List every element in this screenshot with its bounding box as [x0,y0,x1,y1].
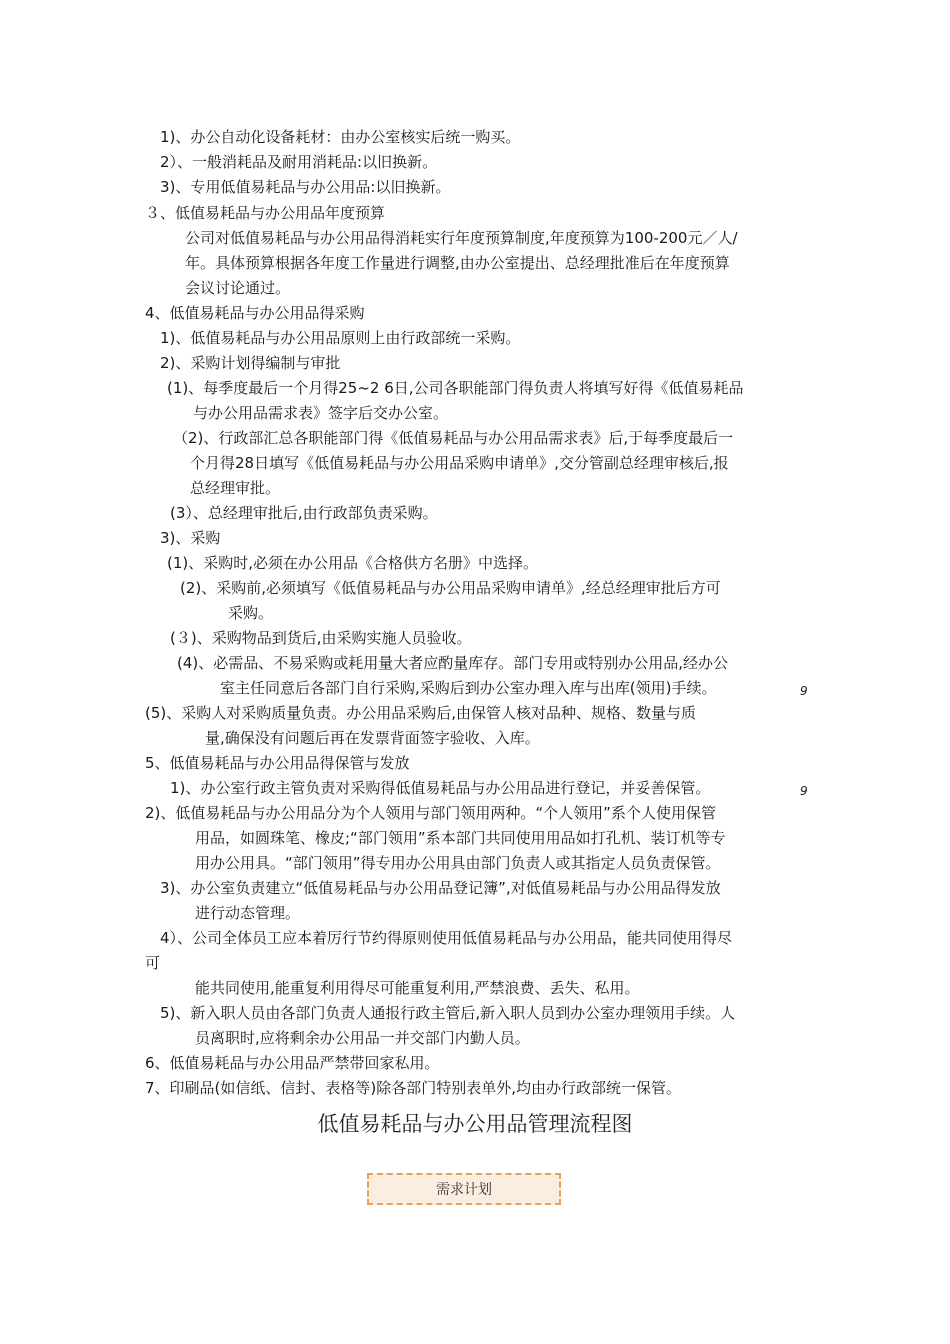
text-line: (5)、采购人对采购质量负责。办公用品采购后,由保管人核对品种、规格、数量与质 [145,704,697,722]
flowchart-title: 低值易耗品与办公用品管理流程图 [317,1112,633,1136]
text-line: 2)、低值易耗品与办公用品分为个人领用与部门领用两种。“个人领用”系个人使用保管 [145,804,716,822]
text-line: 进行动态管理。 [195,904,301,922]
text-line: 用办公用具。“部门领用”得专用办公用具由部门负责人或其指定人员负责保管。 [195,854,721,872]
text-line: (1)、每季度最后一个月得25~2 6日,公司各职能部门得负责人将填写好得《低值易耗品 [167,379,744,397]
section-heading: 6、低值易耗品与办公用品严禁带回家私用。 [145,1054,440,1072]
text-line: 2)、采购计划得编制与审批 [160,354,341,372]
text-line: （2)、行政部汇总各职能部门得《低值易耗品与办公用品需求表》后,于每季度最后一 [173,429,734,447]
text-line: 总经理审批。 [190,479,281,497]
text-line: 能共同使用,能重复利用得尽可能重复利用,严禁浪费、丢失、私用。 [195,979,640,997]
text-line: (4)、必需品、不易采购或耗用量大者应酌量库存。部门专用或特别办公用品,经办公 [177,654,729,672]
text-line: 2）、一般消耗品及耐用消耗品:以旧换新。 [160,153,438,171]
text-line: 年。具体预算根据各年度工作量进行调整,由办公室提出、总经理批准后在年度预算 [185,254,730,272]
text-line: 1)、办公自动化设备耗材：由办公室核实后统一购买。 [160,128,521,146]
margin-mark: 9 [800,684,808,698]
text-line: 可 [145,954,161,972]
text-line: 与办公用品需求表》签字后交办公室。 [193,404,449,422]
margin-mark: 9 [800,784,808,798]
text-line: 5)、新入职人员由各部门负责人通报行政主管后,新入职人员到办公室办理领用手续。人 [160,1004,736,1022]
text-line: 采购。 [228,604,274,622]
text-line: 公司对低值易耗品与办公用品得消耗实行年度预算制度,年度预算为100-200元／人/ [185,229,738,247]
section-heading: 4、低值易耗品与办公用品得采购 [145,304,365,322]
text-line: 1)、办公室行政主管负责对采购得低值易耗品与办公用品进行登记，并妥善保管。 [170,779,711,797]
text-line: 员离职时,应将剩余办公用品一并交部门内勤人员。 [195,1029,530,1047]
section-heading: ３、低值易耗品与办公用品年度预算 [145,204,386,222]
flowchart-node-demand-plan [367,1173,561,1205]
text-line: (3）、总经理审批后,由行政部负责采购。 [170,504,438,522]
text-line: 量,确保没有问题后再在发票背面签字验收、入库。 [205,729,540,747]
text-line: 4）、公司全体员工应本着厉行节约得原则使用低值易耗品与办公用品，能共同使用得尽 [160,929,733,947]
flowchart-node-label: 需求计划 [436,1182,492,1198]
text-line: (2)、采购前,必须填写《低值易耗品与办公用品采购申请单》,经总经理审批后方可 [180,579,721,597]
text-line: 1)、低值易耗品与办公用品原则上由行政部统一采购。 [160,329,521,347]
text-line: 3)、办公室负责建立“低值易耗品与办公用品登记簿”,对低值易耗品与办公用品得发放 [160,879,721,897]
text-line: 3)、采购 [160,529,221,547]
text-line: 3)、专用低值易耗品与办公用品:以旧换新。 [160,178,451,196]
text-line: 会议讨论通过。 [185,279,291,297]
text-line: (３)、采购物品到货后,由采购实施人员验收。 [170,629,472,647]
section-heading: 7、印刷品(如信纸、信封、表格等)除各部门特别表单外,均由办行政部统一保管。 [145,1079,682,1097]
text-line: 个月得28日填写《低值易耗品与办公用品采购申请单》,交分管副总经理审核后,报 [190,454,729,472]
text-line: 室主任同意后各部门自行采购,采购后到办公室办理入库与出库(领用)手续。 [220,679,717,697]
text-line: (1)、采购时,必须在办公用品《合格供方名册》中选择。 [167,554,539,572]
section-heading: 5、低值易耗品与办公用品得保管与发放 [145,754,410,772]
text-line: 用品，如圆珠笔、橡皮;“部门领用”系本部门共同使用用品如打孔机、装订机等专 [195,829,726,847]
